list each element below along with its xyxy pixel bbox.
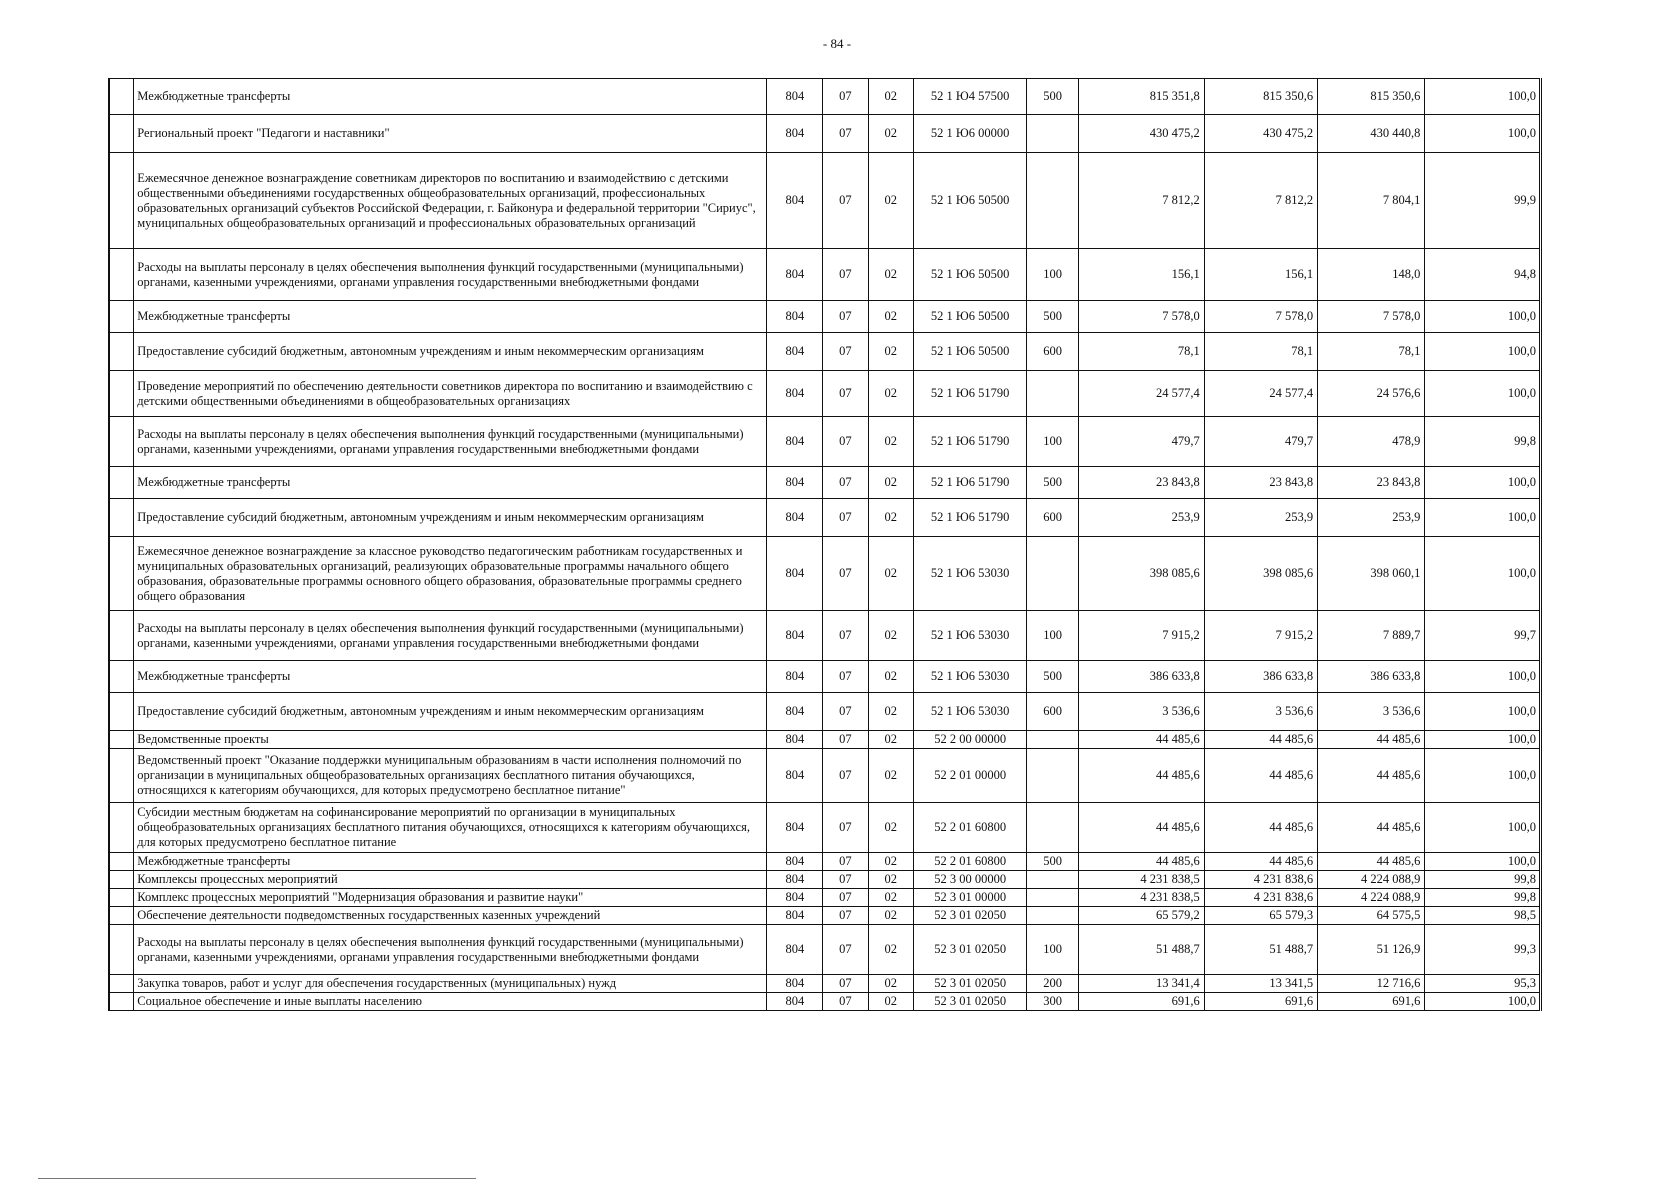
row-executed: 478,9 — [1318, 417, 1425, 467]
row-percent: 99,8 — [1425, 871, 1541, 889]
row-plan-initial: 44 485,6 — [1078, 749, 1204, 803]
row-margin-cell — [109, 993, 134, 1011]
row-executed: 7 889,7 — [1318, 611, 1425, 661]
row-percent: 100,0 — [1425, 467, 1541, 499]
budget-execution-table — [108, 78, 1542, 1011]
table-row — [109, 803, 1541, 853]
table-row — [109, 417, 1541, 467]
row-percent: 99,9 — [1425, 153, 1541, 249]
row-percent: 100,0 — [1425, 749, 1541, 803]
row-subsection-code: 02 — [868, 749, 913, 803]
row-target-article: 52 3 01 02050 — [913, 907, 1026, 925]
row-margin-cell — [109, 661, 134, 693]
row-subsection-code: 02 — [868, 803, 913, 853]
row-target-article: 52 1 Ю6 50500 — [913, 249, 1026, 301]
row-ministry-code: 804 — [767, 537, 823, 611]
table-row — [109, 153, 1541, 249]
row-name: Комплексы процессных мероприятий — [134, 871, 767, 889]
row-name: Межбюджетные трансферты — [134, 79, 767, 115]
row-margin-cell — [109, 115, 134, 153]
row-plan-adjusted: 815 350,6 — [1204, 79, 1317, 115]
row-expense-type: 500 — [1027, 661, 1079, 693]
row-margin-cell — [109, 417, 134, 467]
row-ministry-code: 804 — [767, 467, 823, 499]
row-subsection-code: 02 — [868, 975, 913, 993]
row-name: Субсидии местным бюджетам на софинансирование мероприятий по организации в муниципальных общеобразовательных организациях бесплатного питания обучающихся, относящихся к категориям обучающихся, для которых предусмотрено бесплатное питание — [134, 803, 767, 853]
table-row — [109, 889, 1541, 907]
row-percent: 99,8 — [1425, 417, 1541, 467]
row-margin-cell — [109, 153, 134, 249]
row-expense-type — [1027, 889, 1079, 907]
row-expense-type — [1027, 115, 1079, 153]
row-subsection-code: 02 — [868, 301, 913, 333]
row-subsection-code: 02 — [868, 853, 913, 871]
row-plan-adjusted: 23 843,8 — [1204, 467, 1317, 499]
row-name: Ежемесячное денежное вознаграждение за классное руководство педагогическим работникам государственных и муниципальных образовательных организаций, реализующих образовательные программы начального общего образования, образовательные программы основного общего образования, образовательные программы среднего общего образования — [134, 537, 767, 611]
row-plan-adjusted: 4 231 838,6 — [1204, 871, 1317, 889]
table-row — [109, 731, 1541, 749]
row-expense-type — [1027, 153, 1079, 249]
row-section-code: 07 — [823, 975, 868, 993]
row-plan-adjusted: 398 085,6 — [1204, 537, 1317, 611]
row-expense-type: 500 — [1027, 853, 1079, 871]
row-section-code: 07 — [823, 889, 868, 907]
row-percent: 100,0 — [1425, 731, 1541, 749]
table-row — [109, 853, 1541, 871]
row-margin-cell — [109, 871, 134, 889]
row-margin-cell — [109, 79, 134, 115]
row-executed: 4 224 088,9 — [1318, 889, 1425, 907]
row-plan-adjusted: 4 231 838,6 — [1204, 889, 1317, 907]
row-ministry-code: 804 — [767, 907, 823, 925]
row-section-code: 07 — [823, 499, 868, 537]
row-ministry-code: 804 — [767, 611, 823, 661]
row-plan-adjusted: 386 633,8 — [1204, 661, 1317, 693]
row-section-code: 07 — [823, 611, 868, 661]
row-section-code: 07 — [823, 537, 868, 611]
row-plan-initial: 51 488,7 — [1078, 925, 1204, 975]
row-expense-type — [1027, 371, 1079, 417]
row-plan-adjusted: 44 485,6 — [1204, 803, 1317, 853]
row-plan-adjusted: 78,1 — [1204, 333, 1317, 371]
table-row — [109, 301, 1541, 333]
row-subsection-code: 02 — [868, 537, 913, 611]
row-plan-initial: 156,1 — [1078, 249, 1204, 301]
table-row — [109, 749, 1541, 803]
row-section-code: 07 — [823, 693, 868, 731]
row-expense-type: 100 — [1027, 417, 1079, 467]
row-ministry-code: 804 — [767, 925, 823, 975]
table-row — [109, 249, 1541, 301]
row-plan-initial: 44 485,6 — [1078, 853, 1204, 871]
row-percent: 100,0 — [1425, 371, 1541, 417]
row-margin-cell — [109, 333, 134, 371]
row-expense-type — [1027, 749, 1079, 803]
row-expense-type: 500 — [1027, 301, 1079, 333]
row-plan-adjusted: 65 579,3 — [1204, 907, 1317, 925]
row-ministry-code: 804 — [767, 731, 823, 749]
table-row — [109, 871, 1541, 889]
row-subsection-code: 02 — [868, 925, 913, 975]
row-executed: 253,9 — [1318, 499, 1425, 537]
row-expense-type: 100 — [1027, 611, 1079, 661]
row-margin-cell — [109, 907, 134, 925]
row-name: Расходы на выплаты персоналу в целях обеспечения выполнения функций государственными (муниципальными) органами, казенными учреждениями, органами управления государственными внебюджетными фондами — [134, 417, 767, 467]
row-target-article: 52 1 Ю6 51790 — [913, 371, 1026, 417]
row-section-code: 07 — [823, 661, 868, 693]
row-section-code: 07 — [823, 731, 868, 749]
table-row — [109, 993, 1541, 1011]
row-section-code: 07 — [823, 333, 868, 371]
row-executed: 430 440,8 — [1318, 115, 1425, 153]
row-executed: 24 576,6 — [1318, 371, 1425, 417]
row-plan-initial: 65 579,2 — [1078, 907, 1204, 925]
row-name: Межбюджетные трансферты — [134, 661, 767, 693]
row-expense-type — [1027, 871, 1079, 889]
row-target-article: 52 3 00 00000 — [913, 871, 1026, 889]
row-executed: 44 485,6 — [1318, 803, 1425, 853]
row-subsection-code: 02 — [868, 467, 913, 499]
row-plan-initial: 78,1 — [1078, 333, 1204, 371]
row-plan-adjusted: 7 812,2 — [1204, 153, 1317, 249]
table-row — [109, 907, 1541, 925]
row-plan-initial: 815 351,8 — [1078, 79, 1204, 115]
page-number: - 84 - — [822, 36, 852, 51]
row-expense-type: 200 — [1027, 975, 1079, 993]
row-percent: 99,3 — [1425, 925, 1541, 975]
row-target-article: 52 3 01 00000 — [913, 889, 1026, 907]
row-margin-cell — [109, 611, 134, 661]
row-executed: 7 804,1 — [1318, 153, 1425, 249]
table-row — [109, 537, 1541, 611]
row-plan-initial: 7 578,0 — [1078, 301, 1204, 333]
row-target-article: 52 1 Ю6 50500 — [913, 301, 1026, 333]
row-target-article: 52 1 Ю6 53030 — [913, 611, 1026, 661]
table-body — [109, 79, 1541, 1011]
table-row — [109, 975, 1541, 993]
row-target-article: 52 1 Ю6 51790 — [913, 417, 1026, 467]
row-executed: 78,1 — [1318, 333, 1425, 371]
row-ministry-code: 804 — [767, 661, 823, 693]
row-ministry-code: 804 — [767, 249, 823, 301]
row-target-article: 52 2 00 00000 — [913, 731, 1026, 749]
row-plan-adjusted: 7 578,0 — [1204, 301, 1317, 333]
row-margin-cell — [109, 749, 134, 803]
row-plan-adjusted: 479,7 — [1204, 417, 1317, 467]
row-plan-initial: 398 085,6 — [1078, 537, 1204, 611]
row-plan-initial: 44 485,6 — [1078, 803, 1204, 853]
row-expense-type — [1027, 731, 1079, 749]
row-name: Предоставление субсидий бюджетным, автономным учреждениям и иным некоммерческим организациям — [134, 499, 767, 537]
row-subsection-code: 02 — [868, 79, 913, 115]
row-executed: 691,6 — [1318, 993, 1425, 1011]
row-percent: 100,0 — [1425, 693, 1541, 731]
row-ministry-code: 804 — [767, 693, 823, 731]
row-section-code: 07 — [823, 79, 868, 115]
row-plan-initial: 7 812,2 — [1078, 153, 1204, 249]
row-plan-initial: 4 231 838,5 — [1078, 889, 1204, 907]
row-name: Межбюджетные трансферты — [134, 467, 767, 499]
row-ministry-code: 804 — [767, 153, 823, 249]
row-expense-type: 500 — [1027, 467, 1079, 499]
row-margin-cell — [109, 803, 134, 853]
row-name: Расходы на выплаты персоналу в целях обеспечения выполнения функций государственными (муниципальными) органами, казенными учреждениями, органами управления государственными внебюджетными фондами — [134, 249, 767, 301]
row-name: Ведомственные проекты — [134, 731, 767, 749]
row-ministry-code: 804 — [767, 301, 823, 333]
table-row — [109, 467, 1541, 499]
row-subsection-code: 02 — [868, 611, 913, 661]
row-name: Закупка товаров, работ и услуг для обеспечения государственных (муниципальных) нужд — [134, 975, 767, 993]
row-executed: 386 633,8 — [1318, 661, 1425, 693]
row-expense-type: 100 — [1027, 249, 1079, 301]
row-expense-type — [1027, 537, 1079, 611]
row-executed: 44 485,6 — [1318, 731, 1425, 749]
row-plan-initial: 23 843,8 — [1078, 467, 1204, 499]
row-margin-cell — [109, 371, 134, 417]
row-plan-adjusted: 44 485,6 — [1204, 853, 1317, 871]
row-name: Социальное обеспечение и иные выплаты населению — [134, 993, 767, 1011]
row-plan-adjusted: 430 475,2 — [1204, 115, 1317, 153]
row-target-article: 52 3 01 02050 — [913, 975, 1026, 993]
row-target-article: 52 2 01 60800 — [913, 803, 1026, 853]
row-section-code: 07 — [823, 853, 868, 871]
row-subsection-code: 02 — [868, 333, 913, 371]
row-name: Ежемесячное денежное вознаграждение советникам директоров по воспитанию и взаимодействию с детскими общественными объединениями государственных общеобразовательных организаций, профессиональных образовательных организаций субъектов Российской Федерации, г. Байконура и федеральной территории "Сириус", муниципальных общеобразовательных организаций и профессиональных образовательных организаций — [134, 153, 767, 249]
row-ministry-code: 804 — [767, 749, 823, 803]
row-executed: 815 350,6 — [1318, 79, 1425, 115]
row-margin-cell — [109, 731, 134, 749]
row-percent: 99,8 — [1425, 889, 1541, 907]
row-name: Предоставление субсидий бюджетным, автономным учреждениям и иным некоммерческим организациям — [134, 333, 767, 371]
row-ministry-code: 804 — [767, 79, 823, 115]
row-executed: 398 060,1 — [1318, 537, 1425, 611]
row-name: Обеспечение деятельности подведомственных государственных казенных учреждений — [134, 907, 767, 925]
row-target-article: 52 2 01 60800 — [913, 853, 1026, 871]
row-ministry-code: 804 — [767, 333, 823, 371]
table-row — [109, 661, 1541, 693]
row-executed: 4 224 088,9 — [1318, 871, 1425, 889]
row-target-article: 52 1 Ю6 51790 — [913, 467, 1026, 499]
table-row — [109, 371, 1541, 417]
row-section-code: 07 — [823, 371, 868, 417]
row-ministry-code: 804 — [767, 853, 823, 871]
row-plan-initial: 691,6 — [1078, 993, 1204, 1011]
row-margin-cell — [109, 693, 134, 731]
row-executed: 12 716,6 — [1318, 975, 1425, 993]
table-row — [109, 333, 1541, 371]
row-name: Межбюджетные трансферты — [134, 301, 767, 333]
row-plan-initial: 24 577,4 — [1078, 371, 1204, 417]
row-section-code: 07 — [823, 467, 868, 499]
row-name: Проведение мероприятий по обеспечению деятельности советников директора по воспитанию и взаимодействию с детскими общественными объединениями в общеобразовательных организациях — [134, 371, 767, 417]
row-target-article: 52 3 01 02050 — [913, 925, 1026, 975]
row-plan-adjusted: 44 485,6 — [1204, 731, 1317, 749]
row-section-code: 07 — [823, 803, 868, 853]
row-plan-adjusted: 156,1 — [1204, 249, 1317, 301]
row-percent: 94,8 — [1425, 249, 1541, 301]
row-executed: 64 575,5 — [1318, 907, 1425, 925]
table-row — [109, 693, 1541, 731]
row-name: Ведомственный проект "Оказание поддержки муниципальным образованиям в части исполнения полномочий по организации в муниципальных общеобразовательных организациях бесплатного питания обучающихся, относящихся к категориям обучающихся, для которых предусмотрено бесплатное питание" — [134, 749, 767, 803]
row-name: Расходы на выплаты персоналу в целях обеспечения выполнения функций государственными (муниципальными) органами, казенными учреждениями, органами управления государственными внебюджетными фондами — [134, 925, 767, 975]
row-target-article: 52 1 Ю6 00000 — [913, 115, 1026, 153]
row-plan-adjusted: 51 488,7 — [1204, 925, 1317, 975]
row-name: Региональный проект "Педагоги и наставники" — [134, 115, 767, 153]
row-subsection-code: 02 — [868, 249, 913, 301]
row-plan-adjusted: 44 485,6 — [1204, 749, 1317, 803]
row-section-code: 07 — [823, 993, 868, 1011]
row-executed: 51 126,9 — [1318, 925, 1425, 975]
row-margin-cell — [109, 975, 134, 993]
row-executed: 3 536,6 — [1318, 693, 1425, 731]
row-plan-adjusted: 13 341,5 — [1204, 975, 1317, 993]
row-target-article: 52 1 Ю6 53030 — [913, 537, 1026, 611]
row-expense-type — [1027, 803, 1079, 853]
row-subsection-code: 02 — [868, 693, 913, 731]
row-section-code: 07 — [823, 115, 868, 153]
row-ministry-code: 804 — [767, 889, 823, 907]
row-subsection-code: 02 — [868, 731, 913, 749]
row-ministry-code: 804 — [767, 975, 823, 993]
row-expense-type: 600 — [1027, 693, 1079, 731]
row-margin-cell — [109, 853, 134, 871]
row-plan-initial: 13 341,4 — [1078, 975, 1204, 993]
row-plan-initial: 479,7 — [1078, 417, 1204, 467]
row-section-code: 07 — [823, 153, 868, 249]
row-plan-adjusted: 691,6 — [1204, 993, 1317, 1011]
row-percent: 100,0 — [1425, 115, 1541, 153]
row-executed: 7 578,0 — [1318, 301, 1425, 333]
row-executed: 44 485,6 — [1318, 853, 1425, 871]
row-percent: 98,5 — [1425, 907, 1541, 925]
row-plan-initial: 4 231 838,5 — [1078, 871, 1204, 889]
row-margin-cell — [109, 249, 134, 301]
row-plan-initial: 386 633,8 — [1078, 661, 1204, 693]
row-section-code: 07 — [823, 749, 868, 803]
row-percent: 95,3 — [1425, 975, 1541, 993]
row-plan-initial: 430 475,2 — [1078, 115, 1204, 153]
row-executed: 23 843,8 — [1318, 467, 1425, 499]
row-name: Межбюджетные трансферты — [134, 853, 767, 871]
row-ministry-code: 804 — [767, 803, 823, 853]
row-target-article: 52 1 Ю6 50500 — [913, 153, 1026, 249]
row-percent: 100,0 — [1425, 301, 1541, 333]
row-name: Предоставление субсидий бюджетным, автономным учреждениям и иным некоммерческим организациям — [134, 693, 767, 731]
row-percent: 100,0 — [1425, 853, 1541, 871]
row-expense-type — [1027, 907, 1079, 925]
row-expense-type: 600 — [1027, 499, 1079, 537]
table-row — [109, 79, 1541, 115]
table-row — [109, 611, 1541, 661]
row-target-article: 52 2 01 00000 — [913, 749, 1026, 803]
row-subsection-code: 02 — [868, 371, 913, 417]
row-margin-cell — [109, 499, 134, 537]
footer-line — [38, 1178, 476, 1179]
row-margin-cell — [109, 537, 134, 611]
row-ministry-code: 804 — [767, 371, 823, 417]
row-percent: 100,0 — [1425, 537, 1541, 611]
row-section-code: 07 — [823, 301, 868, 333]
row-subsection-code: 02 — [868, 889, 913, 907]
row-subsection-code: 02 — [868, 907, 913, 925]
row-ministry-code: 804 — [767, 499, 823, 537]
row-executed: 44 485,6 — [1318, 749, 1425, 803]
row-margin-cell — [109, 467, 134, 499]
row-name: Комплекс процессных мероприятий "Модернизация образования и развитие науки" — [134, 889, 767, 907]
row-subsection-code: 02 — [868, 115, 913, 153]
row-subsection-code: 02 — [868, 417, 913, 467]
row-executed: 148,0 — [1318, 249, 1425, 301]
row-percent: 99,7 — [1425, 611, 1541, 661]
row-subsection-code: 02 — [868, 153, 913, 249]
row-margin-cell — [109, 301, 134, 333]
row-percent: 100,0 — [1425, 803, 1541, 853]
table-row — [109, 925, 1541, 975]
row-expense-type: 100 — [1027, 925, 1079, 975]
row-section-code: 07 — [823, 925, 868, 975]
row-plan-initial: 3 536,6 — [1078, 693, 1204, 731]
table-row — [109, 499, 1541, 537]
row-plan-initial: 44 485,6 — [1078, 731, 1204, 749]
row-ministry-code: 804 — [767, 115, 823, 153]
row-expense-type: 600 — [1027, 333, 1079, 371]
row-plan-initial: 7 915,2 — [1078, 611, 1204, 661]
row-subsection-code: 02 — [868, 661, 913, 693]
row-section-code: 07 — [823, 907, 868, 925]
row-name: Расходы на выплаты персоналу в целях обеспечения выполнения функций государственными (муниципальными) органами, казенными учреждениями, органами управления государственными внебюджетными фондами — [134, 611, 767, 661]
row-section-code: 07 — [823, 417, 868, 467]
row-ministry-code: 804 — [767, 417, 823, 467]
row-target-article: 52 3 01 02050 — [913, 993, 1026, 1011]
row-margin-cell — [109, 925, 134, 975]
row-target-article: 52 1 Ю6 51790 — [913, 499, 1026, 537]
row-plan-adjusted: 24 577,4 — [1204, 371, 1317, 417]
row-percent: 100,0 — [1425, 79, 1541, 115]
row-subsection-code: 02 — [868, 871, 913, 889]
row-target-article: 52 1 Ю6 50500 — [913, 333, 1026, 371]
row-subsection-code: 02 — [868, 499, 913, 537]
row-plan-adjusted: 3 536,6 — [1204, 693, 1317, 731]
row-target-article: 52 1 Ю4 57500 — [913, 79, 1026, 115]
row-subsection-code: 02 — [868, 993, 913, 1011]
row-target-article: 52 1 Ю6 53030 — [913, 661, 1026, 693]
row-expense-type: 500 — [1027, 79, 1079, 115]
row-section-code: 07 — [823, 871, 868, 889]
row-ministry-code: 804 — [767, 871, 823, 889]
row-ministry-code: 804 — [767, 993, 823, 1011]
row-percent: 100,0 — [1425, 499, 1541, 537]
row-plan-adjusted: 7 915,2 — [1204, 611, 1317, 661]
row-plan-initial: 253,9 — [1078, 499, 1204, 537]
row-percent: 100,0 — [1425, 993, 1541, 1011]
row-section-code: 07 — [823, 249, 868, 301]
row-margin-cell — [109, 889, 134, 907]
row-percent: 100,0 — [1425, 333, 1541, 371]
row-percent: 100,0 — [1425, 661, 1541, 693]
table-row — [109, 115, 1541, 153]
row-plan-adjusted: 253,9 — [1204, 499, 1317, 537]
row-target-article: 52 1 Ю6 53030 — [913, 693, 1026, 731]
row-expense-type: 300 — [1027, 993, 1079, 1011]
